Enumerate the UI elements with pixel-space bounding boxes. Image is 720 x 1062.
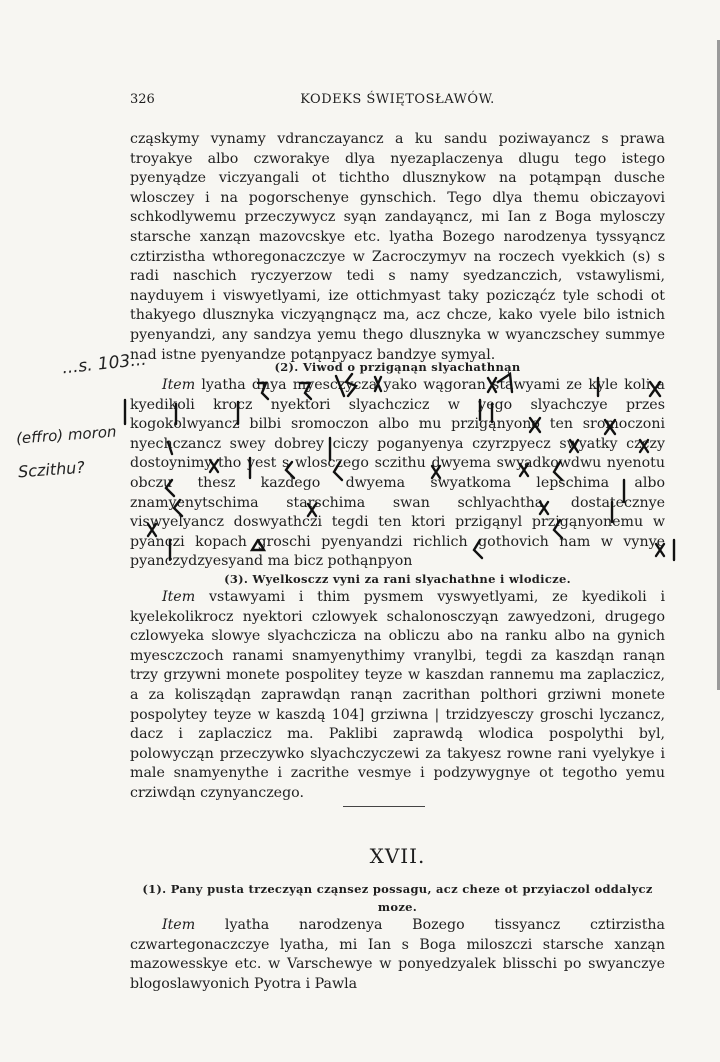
- margin-note-middle: (effro) moron: [15, 422, 118, 448]
- item-word: Item: [162, 589, 196, 605]
- section-4: [130, 880, 665, 994]
- section-2-body: [130, 376, 665, 572]
- section-3-text: vstawyami i thim pysmem vyswyetlyami, ze kyedikoli i kyelekolikrocz nyektori czlowyek schalonosczyąn zawyedzoni, drugego czlowyeka slowye slyachczicza na obliczu abo na ranku albo na gynich myesczczoch ranami snamyenythimy vranylbi, tegdi za kaszdąn ranąn trzy grzywni monete pospolitey teyze w kaszdan rannemu ma zaplaczicz, a za kolisządąn zaprawdąn ranąn zacrithan polthori grziwni monete pospolytey teyze w kaszdą 104] grziwna | trzidzyesczy groschi lyczancz, dacz i zaplaczicz ma. Paklibi zaprawdą wlodica pospolythi byl, polowycząn przeczywko slyachczyczewi za takyesz rowne rani vyelykye i male snamyenythe i zacrithe vesmye i podzywygnye ot tegotho yemu crziwdąn czynyanczego.: [130, 589, 666, 801]
- page-header: [130, 92, 665, 112]
- section-divider: [343, 806, 425, 807]
- running-title: KODEKS ŚWIĘTOSŁAWÓW.: [300, 92, 495, 107]
- chapter-heading: XVII.: [369, 844, 426, 868]
- section-3: [130, 570, 665, 804]
- section-4-body: [130, 916, 665, 994]
- section-3-body: [130, 588, 665, 804]
- margin-note-lower: Sczithu?: [17, 457, 86, 482]
- section-2-text: lyatha dnya myesczycza yako wągoran stawyami ze kyle koli a kyedikoli krocz nyektori slyachczicz w yego slyachczye przes kogokolwyancz bilbi sromoczon albo mu przigąnyono ten sromoczoni nyechczancz swey dobrey ciczy poganyenya czyrzpyecz swyatky czczy dostoynimy tho yest s wlosczego sczithu dwyema swyadkowdwu nyenotu obczu thesz kazdego dwyema swyatkoma lepschima albo znamyenytschima starschima swan schlyachtha dostatecznye viswyelyancz doswyathczi tegdi ten ktori przigąnyl przigąnyonemu w pyanczi kopach groschi pyenyandzi richlich gothovich nam w vynye pyanczydzyesyand ma bicz pothąnpyon: [130, 377, 665, 570]
- section-2-heading: (2). Viwod o przigąnąn slyachathnąn: [274, 360, 521, 374]
- page-number: 326: [130, 92, 155, 107]
- section-3-heading: (3). Wyelkosczz vyni za rani slyachathne i wlodicze.: [224, 572, 571, 586]
- section-2: [130, 358, 665, 572]
- section-4-heading: (1). Pany pusta trzeczyąn cząnsez possagu, acz cheze ot przyiaczol oddalycz moze.: [142, 882, 653, 914]
- margin-note-top: ...s. 103...: [61, 349, 148, 379]
- item-word: Item: [162, 377, 196, 393]
- paragraph-text: cząskymy vynamy vdranczayancz a ku sandu poziwayancz s prawa troyakye albo czworakye dlya nyezaplaczenya dlugu tego istego pyenyądze viczyangali ot tichtho dlusznykow na potąmpąn dusche wlosczey i na pogorschenye gynschich. Tego dlya themu obiczayovi schkodlywemu przeczywycz syąn zandayąncz, mi Ian z Boga mylosczy starsche xanząn mazovcskye etc. lyatha Bozego narodzenya tyssyąncz cztirzistha wthoregonaczczye w Zacroczymyv na roczech vyekkich (s) s radi naschich ryczyerzow tedi s namy syedzanczich, vstawylismi, nayduyem i viswyetlyami, ize ottichmyast taky pozicząćz tyle schodi ot thakyego dlusznyka viczyąngnącz ma, acz chcze, kako vyele bilo istnich pyenyandzi, any sandzya yemu thego dlusznyka w wyanczschey summye nad istne pyenyandze potąnpyacz bandzye symyal.: [130, 131, 665, 363]
- section-4-text: lyatha narodzenya Bozego tissyancz cztirzistha czwartegonaczczye lyatha, mi Ian s Boga miloszczi starsche xanząn mazowesskye etc. w Varschewye w ponyedzyalek blisschi po swyanczye blogoslawyonich Pyotra i Pawla: [130, 917, 665, 992]
- paragraph-continued: [130, 130, 665, 365]
- item-word: Item: [162, 917, 196, 933]
